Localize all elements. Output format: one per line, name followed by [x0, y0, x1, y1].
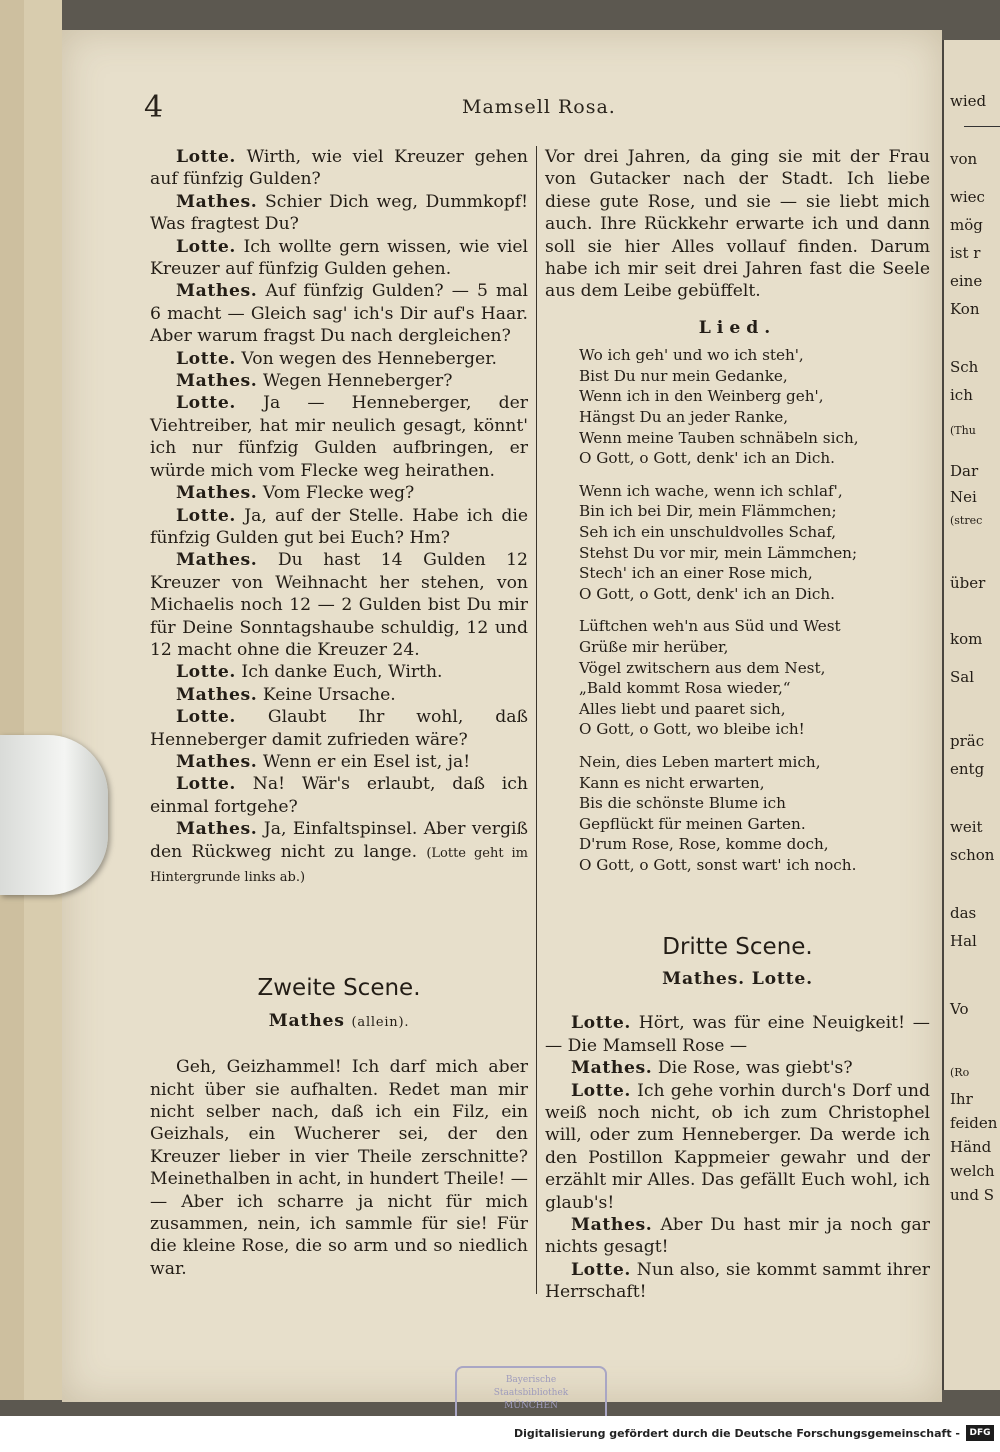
- dialogue-text: Ich wollte gern wissen, wie viel Kreuzer auf fünfzig Gulden gehen.: [150, 236, 528, 280]
- page-header: [144, 90, 924, 124]
- speaker-name: Lotte.: [176, 393, 236, 414]
- dialogue-text: Wirth, wie viel Kreuzer gehen auf fünfzig Gulden?: [150, 147, 528, 190]
- footer-bar: [0, 1416, 1000, 1452]
- dialogue-text: Nun also, sie kommt sammt ihrer Herrschaft!: [545, 1259, 930, 1303]
- next-page-fragment: wied: [950, 92, 987, 110]
- dialogue-text: Von wegen des Henneberger.: [241, 348, 498, 369]
- next-page-fragment: (strec: [950, 514, 983, 527]
- verse-line: O Gott, o Gott, sonst wart' ich noch.: [579, 855, 857, 874]
- dialogue-line: [150, 549, 528, 661]
- verse-line: Nein, dies Leben martert mich,: [579, 752, 821, 771]
- next-page-fragment: eine: [950, 272, 983, 290]
- next-page-fragment: Hal: [950, 932, 977, 950]
- dialogue-text: Wenn er ein Esel ist, ja!: [262, 751, 471, 772]
- speaker-name: Lotte.: [176, 147, 236, 167]
- verse-line: Alles liebt und paaret sich,: [579, 699, 786, 718]
- next-page-fragment: das: [950, 904, 977, 922]
- scene-persons: [150, 1010, 528, 1034]
- page-number: 4: [144, 90, 164, 125]
- dialogue-line: [545, 1057, 930, 1079]
- dialogue-line: [545, 1012, 930, 1057]
- verse-line: Stehst Du vor mir, mein Lämmchen;: [579, 543, 858, 562]
- next-page-fragment: präc: [950, 732, 985, 750]
- verse-line: Hängst Du an jeder Ranke,: [579, 408, 789, 427]
- speaker-name: Mathes.: [176, 483, 258, 504]
- dialogue-text: Keine Ursache.: [262, 684, 396, 705]
- scene-title: Zweite Scene.: [257, 975, 421, 1002]
- dialogue-text: Ja — Henneberger, der Viehtreiber, hat mir neulich gesagt, könnt' ich nur fünfzig Gulden aufbringen, er würde mich vom Flecke weg heirathen.: [150, 393, 528, 481]
- verse-line: Kann es nicht erwarten,: [579, 773, 765, 792]
- verse-line: Bis die schönste Blume ich: [579, 794, 786, 813]
- next-page-fragment: ist r: [950, 244, 981, 262]
- scene-persons-note: (allein).: [351, 1014, 410, 1030]
- next-page-fragment: Händ: [950, 1138, 992, 1156]
- speaker-name: Mathes.: [176, 751, 258, 772]
- speaker-name: Lotte.: [176, 707, 236, 728]
- dialogue-line: [545, 1214, 930, 1259]
- dialogue-text: Du hast 14 Gulden 12 Kreuzer von Weihnacht her stehen, von Michaelis noch 12 — 2 Gulden bist Du mir für Deine Sonntagshaube schuldig, 12 und 12 macht ohne die Kreuzer 24.: [150, 550, 528, 660]
- dialogue-line: [150, 482, 528, 504]
- song-lyrics: [545, 345, 930, 875]
- dialogue-line: [150, 236, 528, 281]
- next-page-fragment: mög: [950, 216, 983, 234]
- verse-line: O Gott, o Gott, wo bleibe ich!: [579, 720, 805, 739]
- dialogue-line: [150, 751, 528, 773]
- dialogue-text: Ja, auf der Stelle. Habe ich die fünfzig Gulden gut bei Euch? Hm?: [150, 505, 528, 548]
- column-divider: [536, 146, 537, 1294]
- next-page-fragment: und S: [950, 1186, 994, 1204]
- verse-line: Bist Du nur mein Gedanke,: [579, 366, 788, 385]
- speaker-name: Lotte.: [571, 1259, 631, 1280]
- verse-line: Bin ich bei Dir, mein Flämmchen;: [579, 502, 837, 521]
- next-page-fragment: (Thu: [950, 424, 976, 437]
- verse-line: „Bald kommt Rosa wieder,“: [579, 679, 791, 698]
- cover-board-inner: [24, 0, 62, 1400]
- scene-title: Dritte Scene.: [662, 933, 813, 960]
- dfg-logo: DFG: [966, 1425, 994, 1441]
- next-page-fragment: Sal: [950, 668, 975, 686]
- verse-line: Stech' ich an einer Rose mich,: [579, 564, 813, 583]
- next-page-edge: [942, 40, 1000, 1390]
- monologue-continuation: Vor drei Jahren, da ging sie mit der Frau von Gutacker nach der Stadt. Ich liebe diese gute Rose, und sie — sie liebt mich auch. Ihre Rückkehr erwarte ich und dann soll sie hier Alles vollauf finden. Darum habe ich mir seit drei Jahren fast die Seele aus dem Leibe gebüffelt.: [545, 147, 930, 302]
- verse-line: Vögel zwitschern aus dem Nest,: [579, 658, 826, 677]
- next-page-fragment: Sch: [950, 358, 979, 376]
- next-page-fragment: schon: [950, 846, 995, 864]
- verse-line: O Gott, o Gott, denk' ich an Dich.: [579, 584, 836, 603]
- stamp-line: MÜNCHEN: [504, 1401, 558, 1411]
- speaker-name: Lotte.: [176, 236, 236, 257]
- next-page-fragment: entg: [950, 760, 985, 778]
- verse-line: Wo ich geh' und wo ich steh',: [579, 346, 804, 365]
- dialogue-text: Wegen Henneberger?: [262, 371, 453, 392]
- footer-credit: Digitalisierung gefördert durch die Deutsche Forschungsgemeinschaft -: [513, 1427, 960, 1440]
- running-title: Mamsell Rosa.: [462, 96, 616, 118]
- speaker-name: Lotte.: [176, 505, 236, 526]
- speaker-name: Lotte.: [571, 1080, 631, 1101]
- left-column: [150, 146, 528, 1280]
- stamp-line: Staatsbibliothek: [493, 1388, 569, 1398]
- page-clip: [0, 735, 108, 895]
- next-page-fragment: Ihr: [950, 1090, 973, 1108]
- stamp-line: Bayerische: [505, 1375, 557, 1385]
- dialogue-text: Auf fünfzig Gulden? — 5 mal 6 macht — Gleich sag' ich's Dir auf's Haar. Aber warum fragst Du nach dergleichen?: [150, 281, 529, 347]
- next-page-fragment: feiden: [950, 1114, 998, 1132]
- speaker-name: Mathes.: [176, 550, 258, 571]
- dialogue-text: Aber Du hast mir ja noch gar nichts gesagt!: [545, 1214, 930, 1258]
- dialogue-line: [545, 1259, 930, 1304]
- next-page-fragment: Dar: [950, 462, 979, 480]
- scene-persons: Mathes. Lotte.: [662, 968, 813, 989]
- verse-line: Seh ich ein unschuldvolles Schaf,: [579, 523, 837, 541]
- dialogue-block: [150, 146, 528, 818]
- speaker-name: Mathes.: [176, 371, 258, 392]
- dialogue-line: [545, 1080, 930, 1214]
- next-page-fragment: kom: [950, 630, 983, 648]
- dialogue-line: [150, 706, 528, 751]
- next-page-fragment: ich: [950, 386, 973, 404]
- speaker-name: Lotte.: [571, 1013, 631, 1034]
- dialogue-text: Na! Wär's erlaubt, daß ich einmal fortgehe?: [150, 774, 528, 817]
- dialogue-text: Vom Flecke weg?: [262, 483, 415, 504]
- speaker-name: Mathes.: [571, 1214, 653, 1235]
- verse-line: O Gott, o Gott, denk' ich an Dich.: [579, 449, 836, 468]
- next-page-fragment: weit: [950, 818, 983, 836]
- dialogue-line: [150, 146, 528, 191]
- next-page-fragment: wiec: [950, 188, 985, 206]
- dialogue-line: [150, 392, 528, 482]
- monologue-text: Geh, Geizhammel! Ich darf mich aber nicht über sie aufhalten. Redet man mir nicht selber nach, daß ich ein Filz, ein Geizhals, ein Wucherer sei, der den Kreuzer lieber in vier Theile zerschnitte? Meinethalben in acht, in hundert Theile! — — Aber ich scharre ja nicht für mich zusammen, nein, ich sammle für sie! Für die kleine Rose, die so arm und so niedlich war.: [150, 1057, 528, 1279]
- dialogue-line: [150, 280, 528, 347]
- next-page-rule: [964, 126, 1000, 127]
- song-stanza: [579, 616, 930, 740]
- speaker-name: Mathes.: [176, 819, 258, 840]
- dialogue-line: [150, 684, 528, 706]
- dialogue-text: Ja, Einfaltspinsel. Aber vergiß den Rückweg nicht zu lange.: [150, 819, 529, 862]
- song-stanza: [579, 481, 930, 605]
- verse-line: Gepflückt für meinen Garten.: [579, 814, 806, 833]
- next-page-fragment: Nei: [950, 488, 977, 506]
- next-page-fragment: welch: [950, 1162, 995, 1180]
- dialogue-block: [545, 1012, 930, 1303]
- dialogue-line: [150, 191, 528, 236]
- dialogue-text: Glaubt Ihr wohl, daß Henneberger damit zufrieden wäre?: [150, 707, 528, 750]
- speaker-name: Lotte.: [176, 774, 236, 795]
- dialogue-line: [150, 505, 528, 550]
- next-page-fragment: (Ro: [950, 1066, 970, 1079]
- song-stanza: [579, 752, 930, 876]
- scene-persons-names: Mathes: [268, 1010, 345, 1031]
- verse-line: Wenn ich wache, wenn ich schlaf',: [579, 481, 843, 500]
- next-page-fragment: von: [950, 150, 978, 168]
- speaker-name: Lotte.: [176, 662, 236, 683]
- dialogue-line: [150, 348, 528, 370]
- next-page-fragment: Kon: [950, 300, 980, 318]
- speaker-name: Mathes.: [176, 281, 258, 302]
- speaker-name: Mathes.: [571, 1058, 653, 1079]
- speaker-name: Mathes.: [176, 684, 258, 705]
- dialogue-line: [150, 370, 528, 392]
- speaker-name: Lotte.: [176, 348, 236, 369]
- stage-direction: (Lotte geht im Hintergrunde links ab.): [150, 845, 528, 885]
- next-page-fragment: Vo: [950, 1000, 969, 1018]
- next-page-fragment: über: [950, 574, 986, 592]
- verse-line: Lüftchen weh'n aus Süd und West: [579, 617, 841, 636]
- dialogue-text: Ich gehe vorhin durch's Dorf und weiß noch nicht, ob ich zum Christophel will, oder zum Henneberger. Da werde ich den Postillon Kappmeier gewahr und der erzählt mir Alles. Das gefällt Euch wohl, ich glaub's!: [545, 1080, 930, 1213]
- right-column: [545, 146, 930, 1304]
- song-stanza: [579, 345, 930, 469]
- dialogue-text: Die Rose, was giebt's?: [657, 1058, 853, 1079]
- verse-line: Wenn ich in den Weinberg geh',: [579, 387, 824, 406]
- speaker-name: Mathes.: [176, 191, 258, 212]
- dialogue-text: Schier Dich weg, Dummkopf! Was fragtest Du?: [150, 191, 528, 235]
- dialogue-text: Hört, was für eine Neuigkeit! — — Die Mamsell Rose —: [545, 1013, 930, 1056]
- verse-line: Wenn meine Tauben schnäbeln sich,: [579, 428, 859, 447]
- dialogue-text: Ich danke Euch, Wirth.: [241, 662, 443, 683]
- dialogue-line: [150, 818, 528, 889]
- song-title: Lied.: [698, 317, 777, 338]
- verse-line: D'rum Rose, Rose, komme doch,: [579, 835, 829, 854]
- verse-line: Grüße mir herüber,: [579, 637, 729, 656]
- dialogue-line: [150, 661, 528, 683]
- dialogue-line: [150, 773, 528, 818]
